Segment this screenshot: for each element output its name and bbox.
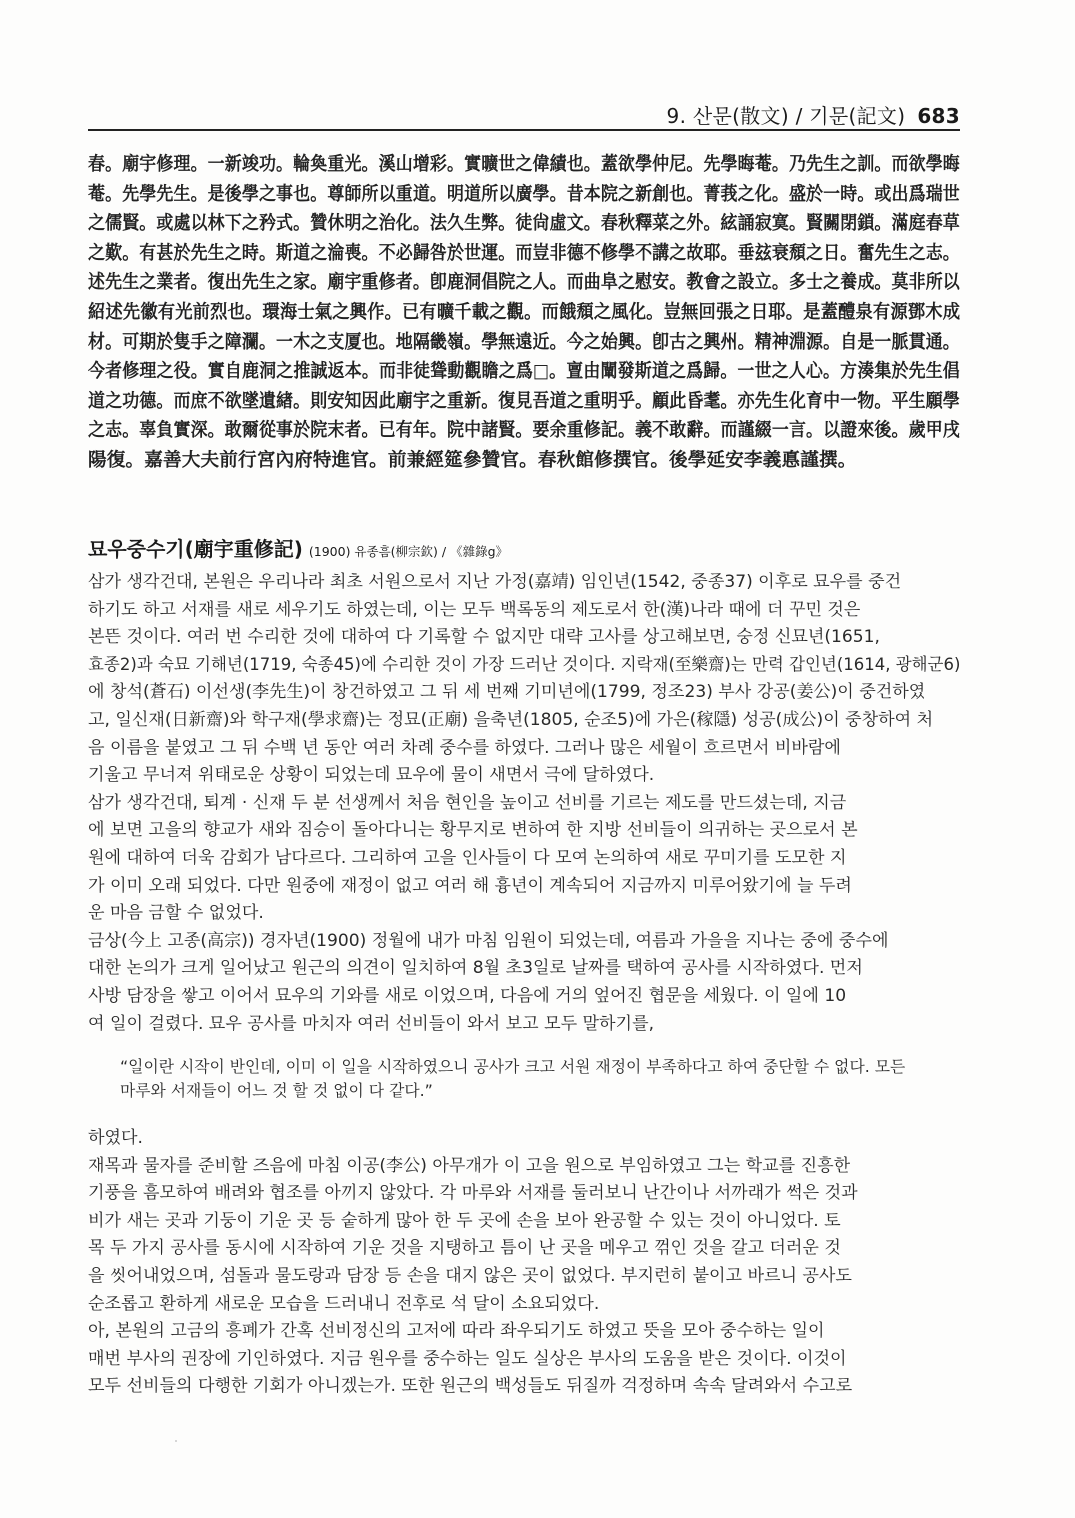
korean-line: 매번 부사의 권장에 기인하였다. 지금 원우를 중수하는 일도 실상은 부사의 도움을 받은 것이다. 이것이 — [88, 1348, 847, 1369]
classical-line: 之儒賢。或處以林下之矜式。贊休明之治化。法久生弊。徒尙虛文。春秋釋菜之外。絃誦寂寞。賢關閉鎖。滿庭春草 — [88, 213, 960, 235]
korean-line: 효종2)과 숙묘 기해년(1719, 숙종45)에 수리한 것이 가장 드러난 것이다. 지락재(至樂齋)는 만력 갑인년(1614, 광해군6) — [88, 654, 961, 675]
korean-line: 아, 본원의 고금의 흥폐가 간혹 선비정신의 고저에 따라 좌우되기도 하였고 뜻을 모아 중수하는 일이 — [88, 1321, 825, 1342]
korean-line: 을 씻어내었으며, 섬돌과 물도랑과 담장 등 손을 대지 않은 곳이 없었다. 부지런히 붙이고 바르니 공사도 — [88, 1265, 852, 1286]
korean-line: 재목과 물자를 준비할 즈음에 마침 이공(李公) 아무개가 이 고을 원으로 부임하였고 그는 학교를 진흥한 — [88, 1155, 851, 1176]
korean-line: 하였다. — [88, 1128, 143, 1148]
classical-line: 道之功德。而庶不欲墜遺緖。則安知因此廟宇之重新。復見吾道之重明乎。顧此昏耄。亦先生化育中一物。平生願學 — [88, 390, 960, 412]
korean-line: 순조롭고 환하게 새로운 모습을 드러내니 전후로 석 달이 소요되었다. — [88, 1293, 600, 1314]
classical-line: 之歎。有甚於先生之時。斯道之淪喪。不必歸咎於世運。而豈非德不修學不講之故耶。垂玆衰頹之日。奮先生之志。 — [88, 242, 960, 264]
classical-line: 之志。辜負實深。敢爾從事於院末者。已有年。院中諸賢。要余重修記。義不敢辭。而謹綴一言。以證來後。歲甲戌 — [88, 420, 960, 442]
classical-line: 菴。先學先生。是後學之事也。尊師所以重道。明道所以廣學。昔本院之新創也。菁莪之化。盛於一時。或出爲瑞世 — [88, 183, 960, 205]
korean-line: 원에 대하여 더욱 감회가 남다르다. 그리하여 고을 인사들이 다 모여 논의하여 새로 꾸미기를 도모한 지 — [88, 847, 847, 868]
korean-line: 사방 담장을 쌓고 이어서 묘우의 기와를 새로 이었으며, 다음에 거의 엎어진 협문을 세웠다. 이 일에 10 — [88, 985, 847, 1006]
korean-line: 하기도 하고 서재를 새로 세우기도 하였는데, 이는 모두 백록동의 제도로서 한(漢)나라 때에 더 꾸민 것은 — [88, 599, 861, 620]
korean-line: 가 이미 오래 되었다. 다만 원중에 재정이 없고 여러 해 흉년이 계속되어 지금까지 미루어왔기에 늘 두려 — [88, 875, 852, 896]
korean-line: 모두 선비들의 다행한 기회가 아니겠는가. 또한 원근의 백성들도 뒤질까 걱정하며 속속 달려와서 수고로 — [88, 1376, 853, 1397]
classical-line: 材。可期於隻手之障瀾。一木之支厦也。地隔畿嶺。學無遠近。今之始興。卽古之興州。精神淵源。自是一脈貫通。 — [88, 331, 960, 353]
header-rule — [88, 129, 960, 131]
classical-line: 今者修理之役。實自鹿洞之推誠返本。而非徒聳動觀瞻之爲□。亶由闡發斯道之爲歸。一世之人心。方湊集於先生倡 — [88, 361, 960, 383]
korean-line: 기울고 무너져 위태로운 상황이 되었는데 묘우에 물이 새면서 극에 달하였다. — [88, 765, 655, 786]
korean-line: 비가 새는 곳과 기둥이 기운 곳 등 숱하게 많아 한 두 곳에 손을 보아 완공할 수 있는 것이 아니었다. 토 — [88, 1210, 841, 1231]
section-title — [88, 533, 960, 562]
scan-speck — [175, 1440, 177, 1442]
korean-line: 삼가 생각건대, 퇴계 · 신재 두 분 선생께서 처음 현인을 높이고 선비를 기르는 제도를 만드셨는데, 지금 — [88, 792, 847, 813]
classical-line: 春。廟宇修理。一新竣功。輪奐重光。溪山增彩。實曠世之偉績也。蓋欲學仲尼。先學晦菴。乃先生之訓。而欲學晦 — [88, 154, 960, 175]
running-header — [88, 100, 960, 130]
korean-line: 본뜬 것이다. 여러 번 수리한 것에 대하여 다 기록할 수 없지만 대략 고사를 상고해보면, 숭정 신묘년(1651, — [88, 627, 880, 648]
korean-line: 여 일이 걸렸다. 묘우 공사를 마치자 여러 선비들이 와서 보고 모두 말하기를, — [88, 1013, 655, 1034]
section-title-meta: (1900) 유종흠(柳宗欽) / 《雜錄g》 — [308, 544, 509, 559]
classical-chinese-text — [88, 150, 960, 476]
korean-line: 음 이름을 붙였고 그 뒤 수백 년 동안 여러 차례 중수를 하였다. 그러나 많은 세월이 흐르면서 비바람에 — [88, 737, 841, 758]
korean-line: 고, 일신재(日新齋)와 학구재(學求齋)는 정묘(正廟) 을축년(1805, 순조5)에 가은(稼隱) 성공(成公)이 중창하여 처 — [88, 709, 934, 730]
quote-line: 마루와 서재들이 어느 것 할 것 없이 다 같다.” — [120, 1081, 433, 1100]
section-label: 9. 산문(散文) / 기문(記文) — [666, 104, 906, 128]
korean-line: 에 보면 고을의 향교가 새와 짐승이 돌아다니는 황무지로 변하여 한 지방 선비들이 의귀하는 곳으로서 본 — [88, 820, 858, 841]
header-text — [667, 100, 960, 129]
section-title-main: 묘우중수기(廟宇重修記) — [88, 537, 303, 561]
korean-translation — [88, 569, 960, 1038]
korean-line: 금상(今上 고종(高宗)) 경자년(1900) 정월에 내가 마침 임원이 되었는데, 여름과 가을을 지나는 중에 중수에 — [88, 930, 889, 951]
korean-line: 대한 논의가 크게 일어났고 원근의 의견이 일치하여 8월 초3일로 날짜를 택하여 공사를 시작하였다. 먼저 — [88, 958, 863, 979]
classical-line: 述先生之業者。復出先生之家。廟宇重修者。卽鹿洞倡院之人。而曲阜之慰安。教會之設立。多士之養成。莫非所以 — [88, 272, 960, 294]
classical-line: 紹述先徽有光前烈也。環海士氣之興作。已有曠千載之觀。而餓頹之風化。豈無回張之日耶。是蓋醴泉有源鄧木成 — [88, 301, 961, 323]
korean-line: 삼가 생각건대, 본원은 우리나라 최초 서원으로서 지난 가정(嘉靖) 임인년(1542, 중종37) 이후로 묘우를 중건 — [88, 572, 902, 592]
korean-line: 기풍을 흠모하여 배려와 협조를 아끼지 않았다. 각 마루와 서재를 둘러보니 난간이나 서까래가 썩은 것과 — [88, 1183, 858, 1204]
korean-line: 에 창석(蒼石) 이선생(李先生)이 창건하였고 그 뒤 세 번째 기미년에(1799, 정조23) 부사 강공(姜公)이 중건하였 — [88, 682, 926, 703]
block-quote — [120, 1055, 960, 1103]
classical-line: 陽復。嘉善大夫前行宮內府特進官。前兼經筵參贊官。春秋館修撰官。後學延安李義悳謹撰。 — [88, 449, 857, 471]
korean-line: 목 두 가지 공사를 동시에 시작하여 기운 것을 지탱하고 틈이 난 곳을 메우고 꺾인 것을 갈고 더러운 것 — [88, 1238, 841, 1259]
quote-line: “일이란 시작이 반인데, 이미 이 일을 시작하였으니 공사가 크고 서원 재정이 부족하다고 하여 중단할 수 없다. 모든 — [120, 1057, 906, 1076]
korean-line: 운 마음 금할 수 없었다. — [88, 903, 264, 924]
page-number: 683 — [917, 104, 960, 128]
korean-translation-continued — [88, 1125, 960, 1401]
